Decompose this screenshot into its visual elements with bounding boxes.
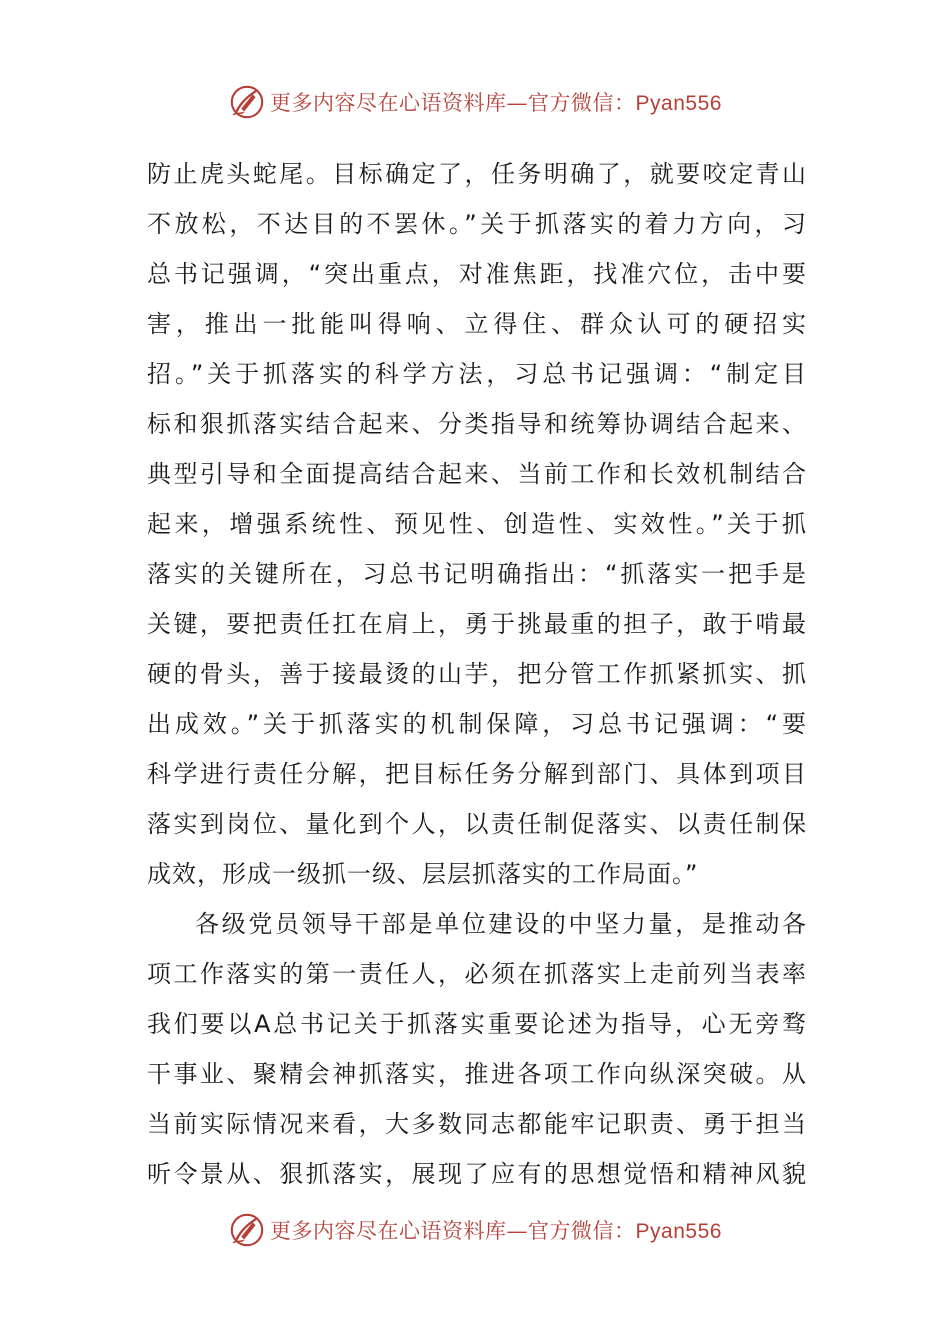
- paragraph-1: [147, 149, 807, 899]
- footer-watermark-banner: [0, 1208, 950, 1252]
- text-line: 出成效。”关于抓落实的机制保障，习总书记强调：“要: [147, 710, 807, 738]
- text-line: 不放松，不达目的不罢休。”关于抓落实的着力方向，习: [147, 210, 807, 238]
- header-watermark-banner: [0, 80, 950, 124]
- text-line: 典型引导和全面提高结合起来、当前工作和长效机制结合: [147, 460, 807, 488]
- pen-logo-icon: [228, 83, 266, 121]
- footer-wechat-id: Pyan556: [635, 1220, 722, 1243]
- footer-watermark-text: 更多内容尽在心语资料库—官方微信：Pyan556: [270, 1219, 722, 1243]
- text-line: 项工作落实的第一责任人，必须在抓落实上走前列当表率: [147, 960, 807, 988]
- text-line: 总书记强调，“突出重点，对准焦距，找准穴位，击中要: [147, 260, 807, 288]
- document-body: [147, 149, 807, 1199]
- text-line: 当前实际情况来看，大多数同志都能牢记职责、勇于担当: [147, 1110, 807, 1138]
- text-line: 落实的关键所在，习总书记明确指出：“抓落实一把手是: [147, 560, 807, 588]
- pen-logo-icon: [228, 1211, 266, 1249]
- text-line: 起来，增强系统性、预见性、创造性、实效性。”关于抓: [147, 510, 807, 538]
- text-line: 科学进行责任分解，把目标任务分解到部门、具体到项目: [147, 760, 807, 788]
- text-line: 成效，形成一级抓一级、层层抓落实的工作局面。”: [147, 860, 699, 888]
- paragraph-2: [147, 899, 807, 1199]
- text-line: 我们要以A总书记关于抓落实重要论述为指导，心无旁骛: [147, 1010, 807, 1038]
- text-line: 干事业、聚精会神抓落实，推进各项工作向纵深突破。从: [147, 1060, 807, 1088]
- text-line: 害，推出一批能叫得响、立得住、群众认可的硬招实: [147, 310, 807, 338]
- text-line: 落实到岗位、量化到个人，以责任制促落实、以责任制保: [147, 810, 807, 838]
- text-line: 硬的骨头，善于接最烫的山芋，把分管工作抓紧抓实、抓: [147, 660, 807, 688]
- text-line: 防止虎头蛇尾。目标确定了，任务明确了，就要咬定青山: [147, 160, 807, 188]
- text-line: 招。”关于抓落实的科学方法，习总书记强调：“制定目: [147, 360, 807, 388]
- header-watermark-text: 更多内容尽在心语资料库—官方微信：Pyan556: [270, 91, 722, 115]
- text-line: 标和狠抓落实结合起来、分类指导和统筹协调结合起来、: [147, 410, 807, 438]
- header-wechat-id: Pyan556: [635, 92, 722, 115]
- text-line: 各级党员领导干部是单位建设的中坚力量，是推动各: [195, 910, 807, 938]
- text-line: 听令景从、狠抓落实，展现了应有的思想觉悟和精神风貌: [147, 1160, 807, 1188]
- text-line: 关键，要把责任扛在肩上，勇于挑最重的担子，敢于啃最: [147, 610, 807, 638]
